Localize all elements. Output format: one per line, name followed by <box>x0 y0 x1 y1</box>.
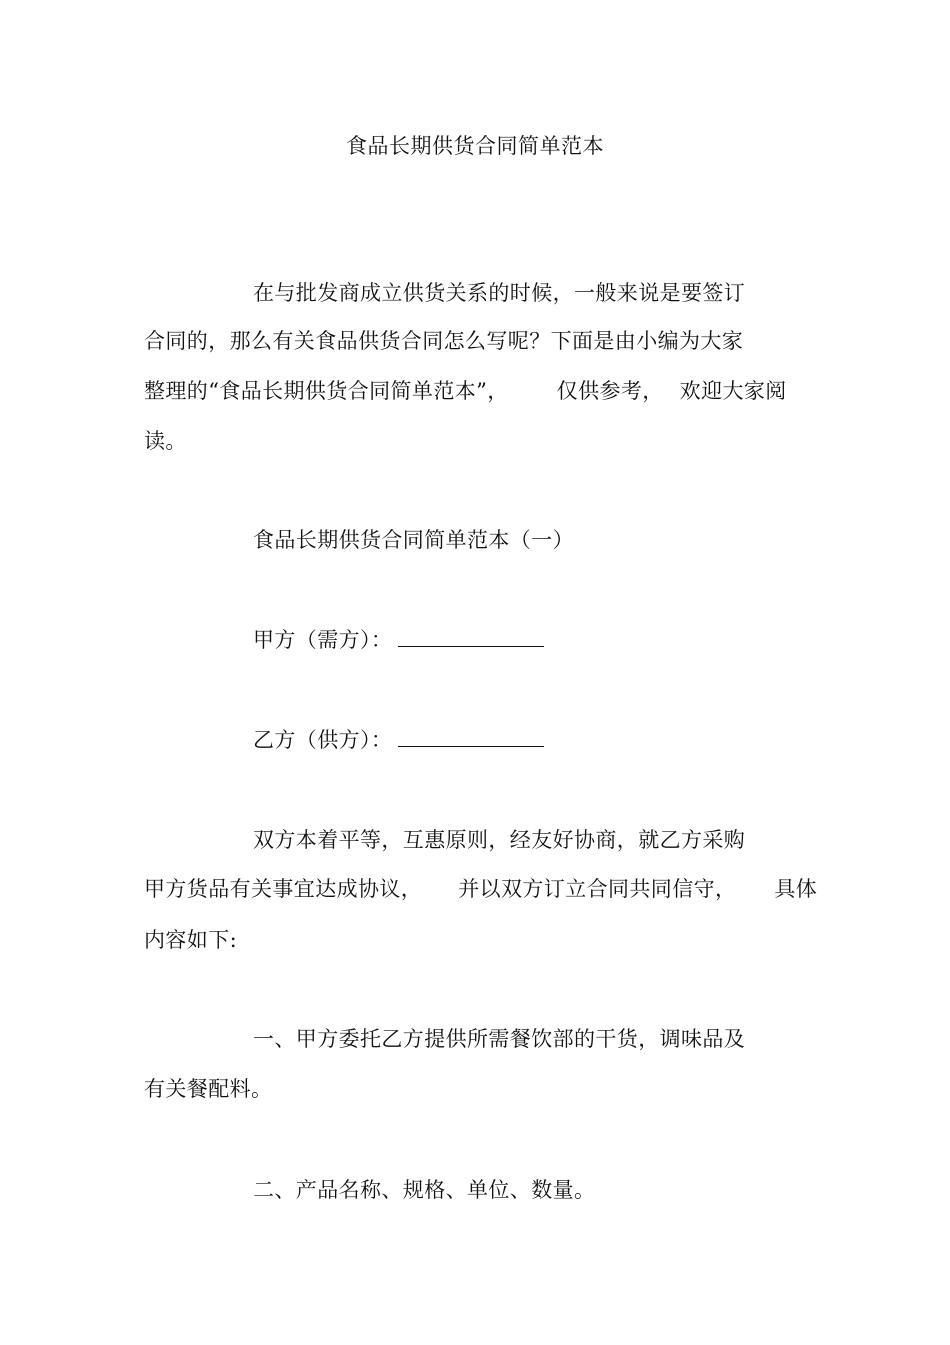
intro-line-2: 合同的，那么有关食品供货合同怎么写呢？下面是由小编为大家 <box>144 329 744 353</box>
section-title: 食品长期供货合同简单范本（一） <box>253 528 574 552</box>
agreement-line-2 <box>144 874 817 904</box>
intro-line-3-part-1: 整理的“食品长期供货合同简单范本”， <box>144 379 509 403</box>
party-b-label: 乙方（供方）： <box>253 728 393 752</box>
agreement-line-2-part-3: 具体 <box>774 877 818 901</box>
agreement-line-2-part-2: 并以双方订立合同共同信守， <box>458 877 737 901</box>
party-b-line <box>253 725 544 755</box>
agreement-line-2-part-1: 甲方货品有关事宜达成协议， <box>144 877 423 901</box>
clause-1-line-2: 有关餐配料。 <box>144 1077 273 1101</box>
intro-line-3 <box>144 376 787 406</box>
intro-line-3-part-2: 仅供参考， <box>556 379 664 403</box>
agreement-line-1: 双方本着平等，互惠原则，经友好协商，就乙方采购 <box>253 828 746 852</box>
clause-2-line-1: 二、产品名称、规格、单位、数量。 <box>253 1178 596 1202</box>
intro-line-1: 在与批发商成立供货关系的时候，一般来说是要签订 <box>253 281 746 305</box>
party-a-line <box>253 625 544 655</box>
party-a-label: 甲方（需方）： <box>253 628 393 652</box>
agreement-line-3: 内容如下: <box>144 928 238 952</box>
party-b-blank-field <box>398 728 544 747</box>
clause-1-line-1: 一、甲方委托乙方提供所需餐饮部的干货，调味品及 <box>253 1027 746 1051</box>
party-a-blank-field <box>398 628 544 647</box>
document-title: 食品长期供货合同简单范本 <box>346 134 604 158</box>
intro-line-4: 读。 <box>144 429 187 453</box>
intro-line-3-part-3: 欢迎大家阅 <box>679 379 787 403</box>
